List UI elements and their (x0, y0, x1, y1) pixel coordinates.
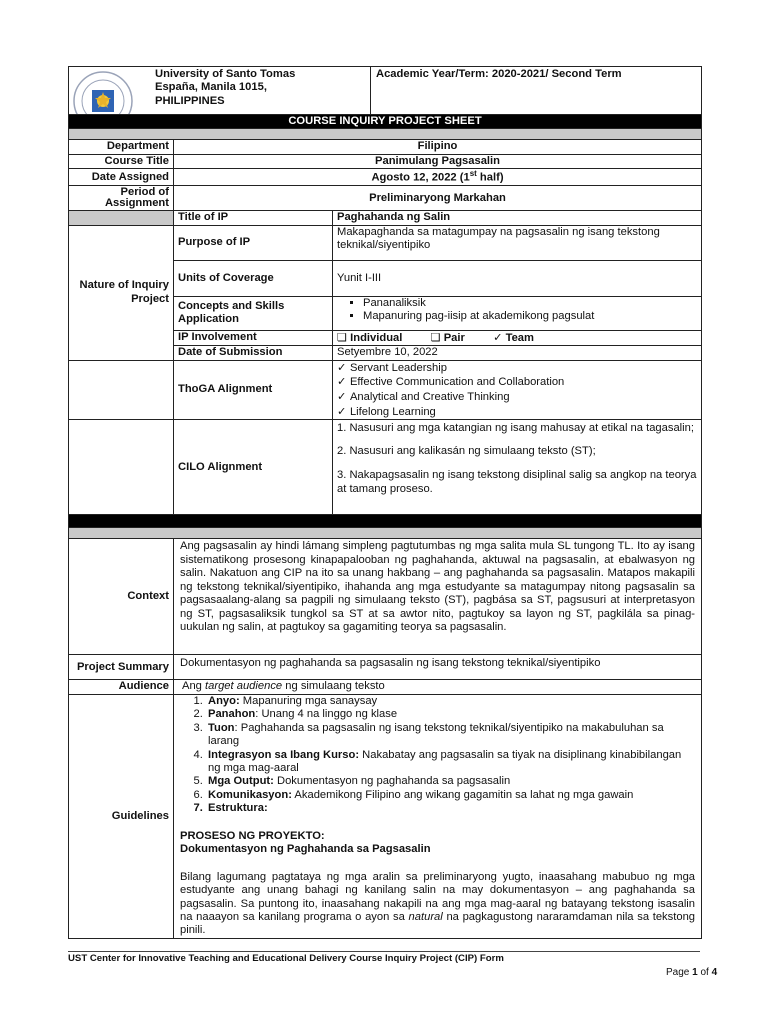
university-name: University of Santo Tomas (155, 68, 296, 80)
involvement-pair: Pair (443, 331, 465, 344)
guidelines-content (174, 694, 702, 938)
context-label: Context (69, 539, 174, 655)
checkmark-icon[interactable]: ✓ (493, 330, 503, 344)
summary-label: Project Summary (69, 655, 174, 680)
thoga-label: ThoGA Alignment (174, 360, 333, 420)
cilo-item: 2. Nasusuri ang kalikasán ng simulaang teksto (ST); (337, 444, 596, 457)
purpose-label: Purpose of IP (174, 225, 333, 260)
proseso-subtitle: Dokumentasyon ng Paghahanda sa Pagsasalin (180, 843, 431, 856)
proseso-paragraph: Bilang lagumang pagtataya ng mga aralin sa preliminaryong yugto, inaasahang mabubuo ng mga estudyante ang unang bahagi ng kanilang salin na may dokumentasyon – ang paghahanda sa pagsasalin. Sa puntong ito, inaasahang nakapili na ang mga mag-aaral ng batayang tekstong isasalin na naaayon sa kanilang programa o ayon sa natural na pagkagustong nararamdaman nila sa tekstong pinili. (180, 870, 696, 937)
department-value: Filipino (174, 140, 702, 154)
period-value: Preliminaryong Markahan (174, 186, 702, 211)
units-value: Yunit I-III (333, 260, 702, 296)
date-assigned-label: Date Assigned (69, 169, 174, 186)
course-title-value: Panimulang Pagsasalin (174, 154, 702, 168)
nature-blank (69, 211, 174, 225)
thoga-list (333, 360, 702, 420)
guideline-item: 2. Panahon: Unang 4 na linggo ng klase (206, 708, 695, 721)
academic-year: Academic Year/Term: 2020-2021/ Second Term (376, 68, 622, 80)
title-ip-label: Title of IP (174, 211, 333, 225)
proseso-title: PROSESO NG PROYEKTO: (180, 829, 325, 842)
sheet-title: COURSE INQUIRY PROJECT SHEET (69, 115, 702, 129)
concept-item: ▪ Mapanuring pag-iisip at akademikong pagsulat (363, 310, 697, 323)
guideline-item: 1. Anyo: Mapanuring mga sanaysay (206, 695, 695, 708)
department-label: Department (69, 140, 174, 154)
gray-divider (69, 528, 702, 539)
gray-divider (69, 129, 702, 140)
university-country: PHILIPPINES (155, 94, 225, 107)
cilo-blank (69, 420, 174, 515)
period-label: Period of Assignment (69, 186, 174, 211)
thoga-item: ✓ Servant Leadership (337, 360, 447, 374)
purpose-value: Makapaghanda sa matagumpay na pagsasalin ng isang tekstong teknikal/siyentipiko (333, 225, 702, 260)
university-cell (69, 67, 371, 115)
thoga-item: ✓ Effective Communication and Collaboration (337, 375, 565, 389)
checkmark-icon: ✓ (337, 404, 350, 418)
guideline-item: 6. Komunikasyon: Akademikong Filipino ang wikang gagamitin sa lahat ng mga gawain (206, 789, 695, 802)
footer-form-name: UST Center for Innovative Teaching and Educational Delivery Course Inquiry Project (CIP) Form (68, 953, 504, 964)
academic-year-cell (371, 67, 702, 115)
page-number: Page 1 of 4 (666, 967, 718, 978)
checkmark-icon: ✓ (337, 375, 350, 389)
summary-text: Dokumentasyon ng paghahanda sa pagsasalin ng isang tekstong teknikal/siyentipiko (174, 655, 702, 680)
involvement-team: Team (505, 331, 534, 344)
guideline-item: 5. Mga Output: Dokumentasyon ng paghahanda sa pagsasalin (206, 775, 695, 788)
submission-value: Setyembre 10, 2022 (333, 346, 702, 360)
cilo-item: 3. Nakapagsasalin ng isang tekstong disiplinal salig sa angkop na teorya at tamang proseso. (337, 469, 697, 495)
thoga-item: ✓ Lifelong Learning (337, 404, 436, 418)
checkbox-empty-icon[interactable]: ❏ (337, 330, 348, 344)
header-table (68, 66, 702, 115)
black-divider (69, 515, 702, 528)
audience-label: Audience (69, 680, 174, 694)
context-text: Ang pagsasalin ay hindi lámang simpleng pagtutumbas ng mga salita mula SL tungong TL. Ito ay isang sistematikong prosesong kinapapalooban ng paghahanda, aktuwal na pagsasalin, at ebalwasyon ng salin. Nakatuon ang CIP na ito sa unang hakbang – ang paghahanda sa pagsasalin. Matapos makapili ng tekstong teknikal/siyentipiko, ihahanda ang mga estudyante sa matagumpay nitong pagsasalin sa pagsasaalang-alang sa pagpili ng simulaang teksto (ST), pagbása sa ST, pagsusuri at interpretasyon ng ST, pagsasaliksik tungkol sa ST at sa awtor nito, pagtukoy sa layon ng ST, pagkilála sa pinag-uukulan ng salin, at pagtukoy sa gagamiting teorya sa pagsasalin. (174, 539, 702, 655)
involvement-label: IP Involvement (174, 330, 333, 345)
thoga-blank (69, 360, 174, 420)
guideline-item: 4. Integrasyon sa Ibang Kurso: Nakabatay ang pagsasalin sa tiyak na disiplinang kinabibilangan ng mga mag-aaral (206, 749, 695, 776)
course-title-label: Course Title (69, 154, 174, 168)
guideline-item: 3. Tuon: Paghahanda sa pagsasalin ng isang tekstong teknikal/siyentipiko na makabuluhan sa larang (206, 722, 695, 749)
submission-label: Date of Submission (174, 346, 333, 360)
checkbox-empty-icon[interactable]: ❏ (430, 330, 441, 344)
guidelines-label: Guidelines (69, 694, 174, 938)
checkmark-icon: ✓ (337, 360, 350, 374)
concepts-list (333, 296, 702, 330)
involvement-options (333, 330, 702, 345)
checkmark-icon: ✓ (337, 390, 350, 404)
footer-divider (68, 951, 700, 952)
cilo-label: CILO Alignment (174, 420, 333, 515)
concepts-label: Concepts and Skills Application (174, 296, 333, 330)
thoga-item: ✓ Analytical and Creative Thinking (337, 390, 510, 404)
units-label: Units of Coverage (174, 260, 333, 296)
concept-item: ▪ Pananaliksik (363, 297, 697, 310)
date-assigned-value: Agosto 12, 2022 (1st half) (174, 169, 702, 186)
cilo-item: 1. Nasusuri ang mga katangian ng isang mahusay at etikal na tagasalin; (337, 422, 694, 435)
audience-text: Ang target audience ng simulaang teksto (174, 680, 702, 694)
cilo-list (333, 420, 702, 515)
involvement-individual: Individual (350, 331, 403, 344)
nature-label: Nature of Inquiry Project (69, 225, 174, 360)
guideline-item: 7. Estruktura: (206, 802, 695, 815)
title-ip-value: Paghahanda ng Salin (333, 211, 702, 225)
course-inquiry-table (68, 114, 702, 939)
university-address: España, Manila 1015, (155, 81, 267, 94)
